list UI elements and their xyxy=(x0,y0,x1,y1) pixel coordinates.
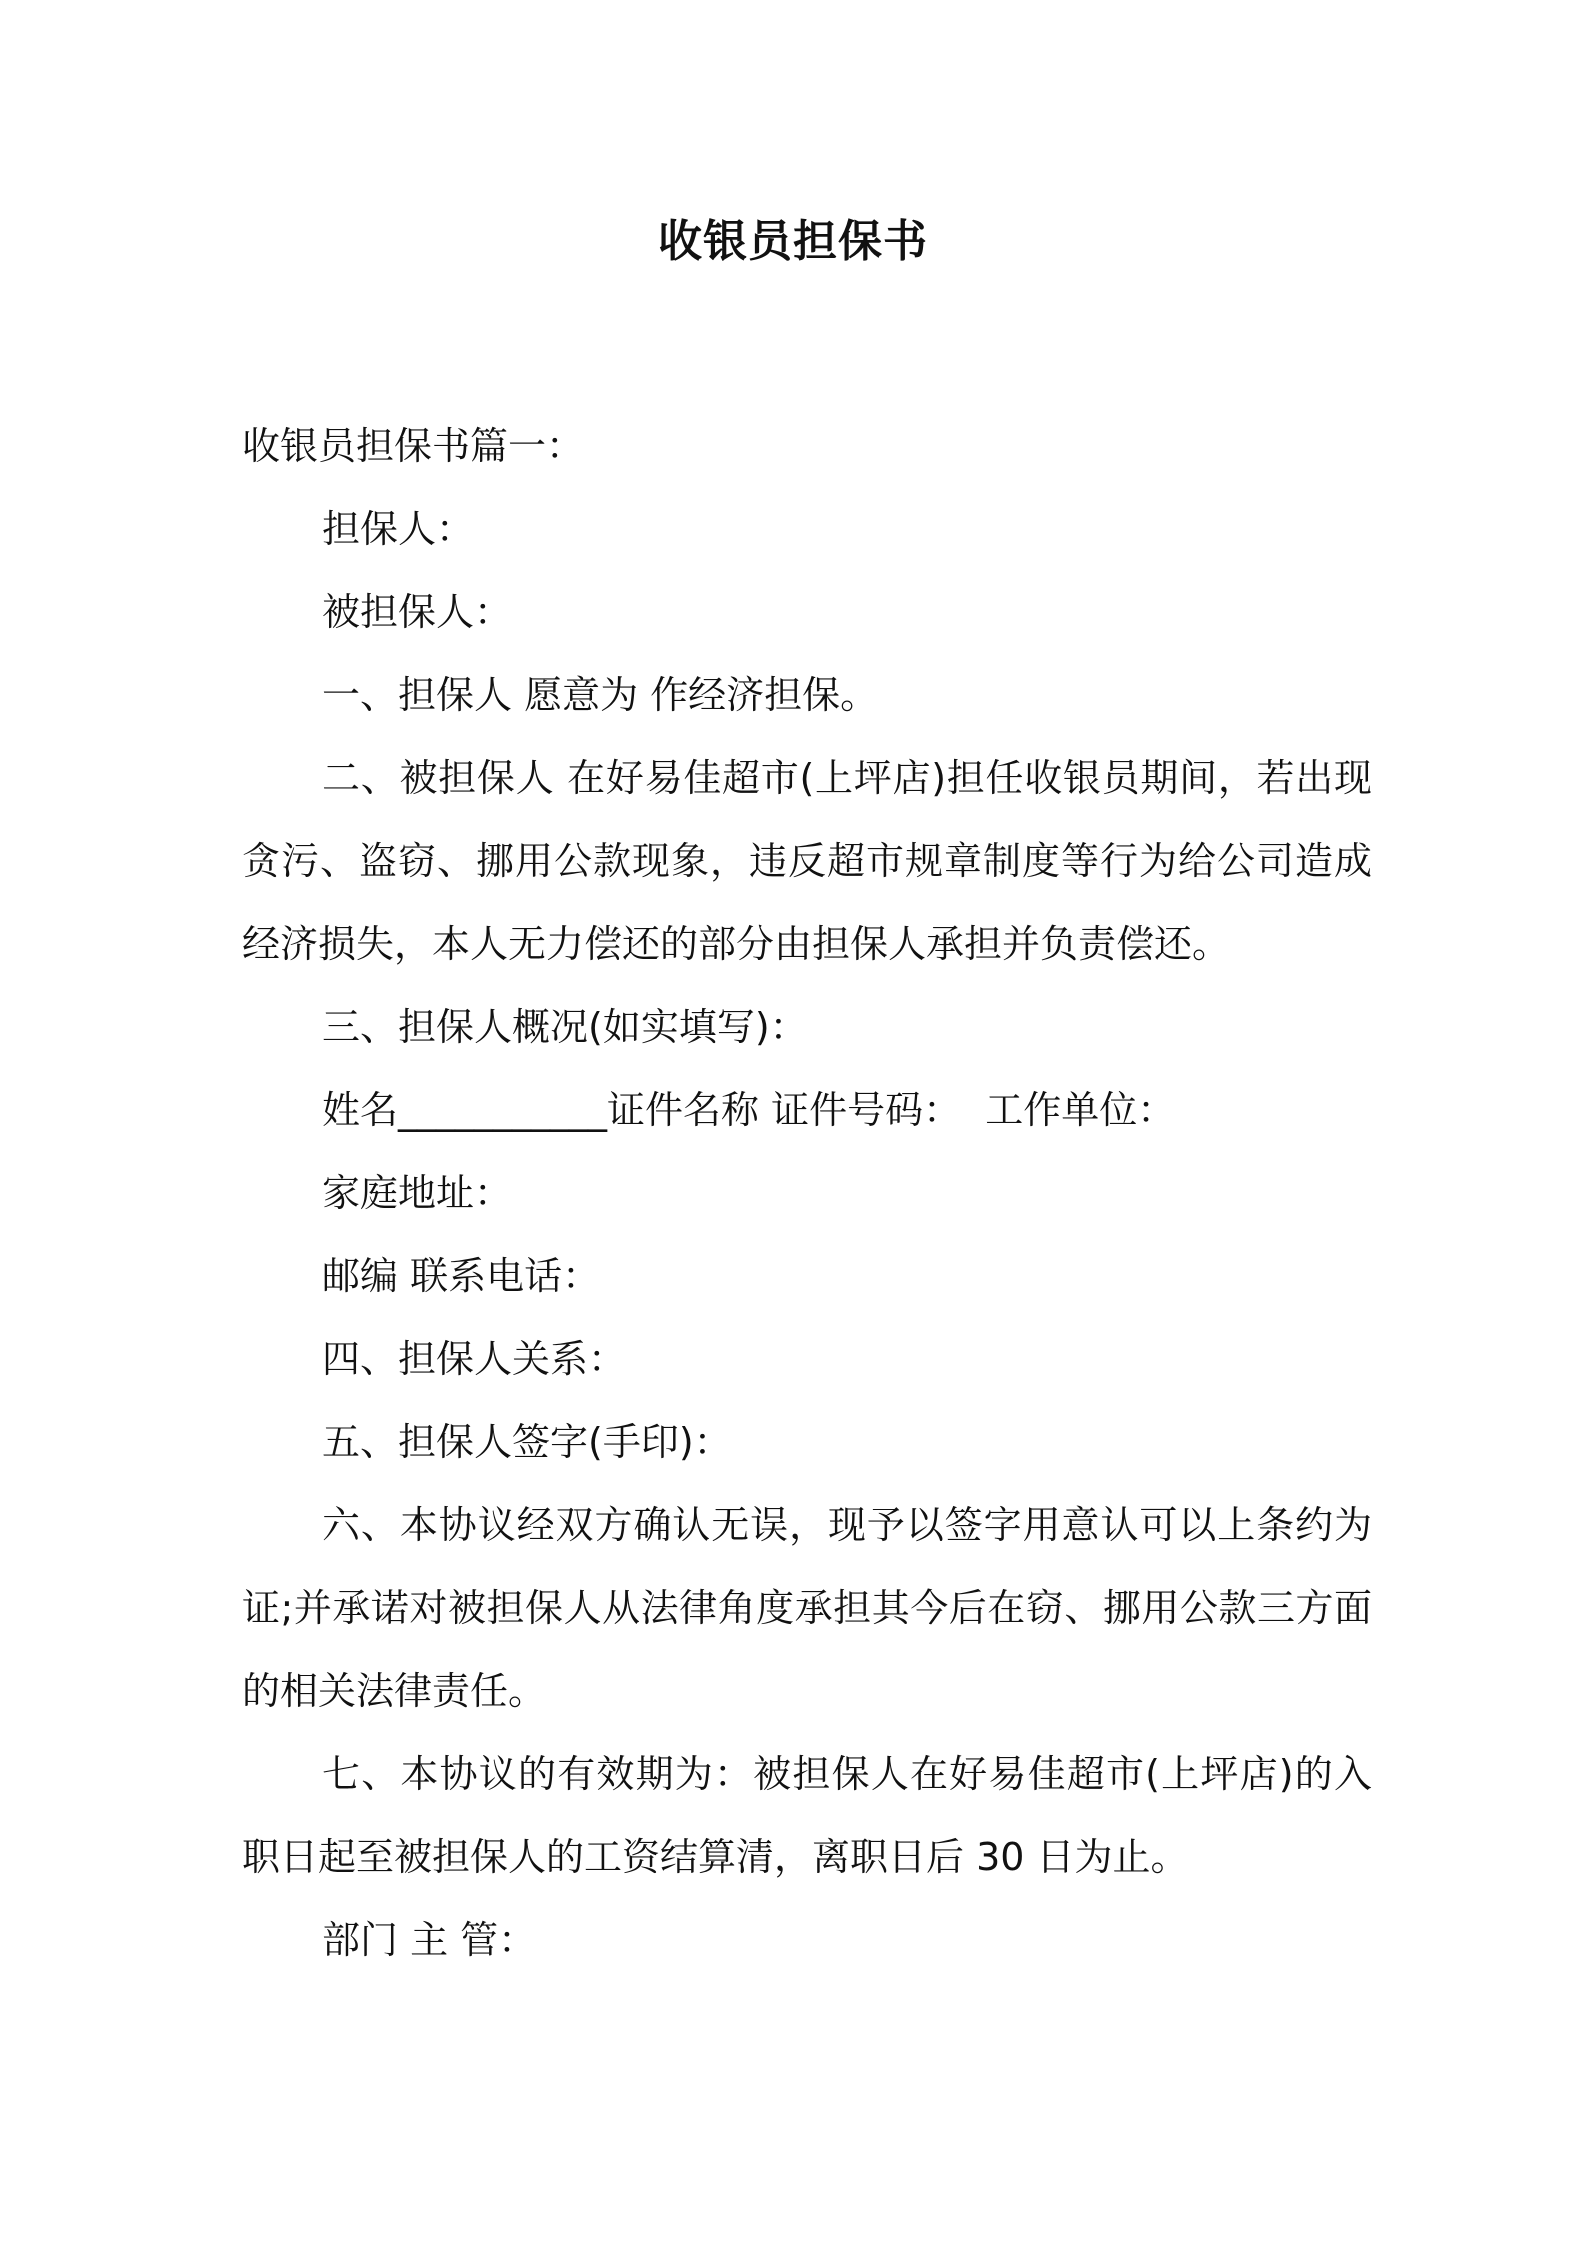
clause-6: 六、本协议经双方确认无误，现予以签字用意认可以上条约为证;并承诺对被担保人从法律角度承担其今后在窃、挪用公款三方面的相关法律责任。 xyxy=(242,1503,1372,1713)
clause-5: 五、担保人签字(手印)： xyxy=(322,1420,732,1464)
document-body xyxy=(242,405,1372,1982)
clause-4: 四、担保人关系： xyxy=(322,1337,627,1381)
guaranteed-person-line: 被担保人： xyxy=(322,590,513,634)
clause-3: 三、担保人概况(如实填写)： xyxy=(322,1005,808,1049)
guarantor-details-line: 姓名___________证件名称 证件号码： 工作单位： xyxy=(322,1088,1176,1132)
clause-7: 七、本协议的有效期为：被担保人在好易佳超市(上坪店)的入职日起至被担保人的工资结算清，离职日后 30 日为止。 xyxy=(242,1752,1372,1879)
postcode-phone-line: 邮编 联系电话： xyxy=(322,1254,601,1298)
clause-2: 二、被担保人 在好易佳超市(上坪店)担任收银员期间，若出现贪污、盗窃、挪用公款现象，违反超市规章制度等行为给公司造成经济损失，本人无力偿还的部分由担保人承担并负责偿还。 xyxy=(242,756,1372,966)
section-heading: 收银员担保书篇一： xyxy=(242,424,585,468)
clause-1: 一、担保人 愿意为 作经济担保。 xyxy=(322,673,879,717)
department-supervisor-line: 部门 主 管： xyxy=(322,1918,537,1962)
guarantor-line: 担保人： xyxy=(322,507,475,551)
home-address-line: 家庭地址： xyxy=(322,1171,513,1215)
document-title: 收银员担保书 xyxy=(658,216,928,267)
